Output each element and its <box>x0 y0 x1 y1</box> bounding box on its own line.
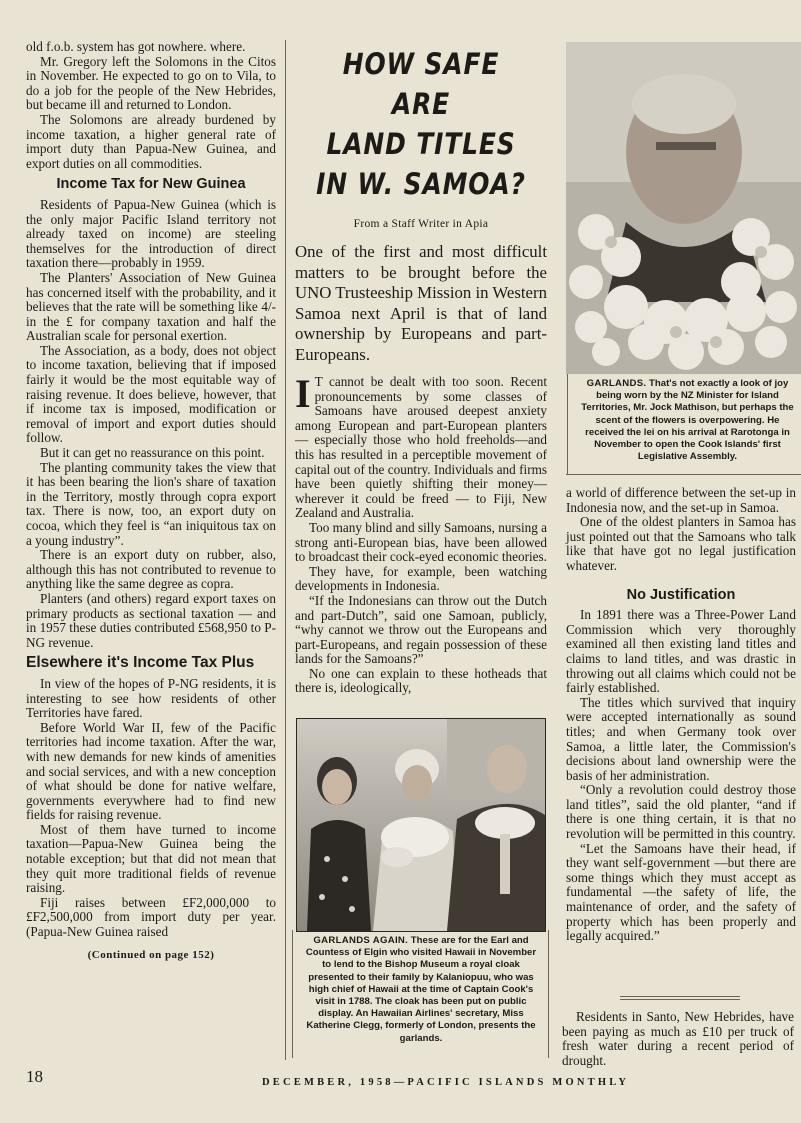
caption-lead: GARLANDS AGAIN. <box>313 935 409 946</box>
santo-note <box>562 1010 794 1068</box>
paragraph: The Association, as a body, does not object to income taxation, believing that if imposed fairly it would be the most equitable way of raising revenue. It does believe, however, that if income tax is imposed, modification or removal of import and export duties should follow. <box>26 342 276 446</box>
paragraph: Too many blind and silly Samoans, nursing a strong anti-European bias, have been allowed to broadcast their cock-eyed economic theories. <box>295 519 547 565</box>
paragraph: One of the oldest planters in Samoa has just pointed out that the Samoans who talk like that have got no legal justification whatever. <box>566 514 796 573</box>
running-title: DECEMBER, 1958—PACIFIC ISLANDS MONTHLY <box>262 1077 630 1088</box>
paragraph: The titles which survived that inquiry were accepted internationally as sound titles; and when Germany took over Samoa, a little later, the Commission's decisions about land ownership were the basis of her administration. <box>566 694 796 783</box>
paragraph: “Only a revolution could destroy those land titles”, said the old planter, “and if there is one thing certain, it is that no revolution will be permitted in this country. <box>566 782 796 842</box>
paragraph: There is an export duty on rubber, also, although this has not contributed to revenue to anything like the same degree as copra. <box>26 547 276 592</box>
left-column <box>26 40 276 962</box>
paragraph: Planters (and others) regard export taxes on primary products as sectional taxation — and in 1957 these duties contributed £568,950 to P-NG revenue. <box>26 590 276 650</box>
section-rule <box>620 996 740 997</box>
paragraph: No one can explain to these hotheads that there is, ideologically, <box>295 665 547 696</box>
paragraph: “If the Indonesians can throw out the Dutch and part-Dutch”, said one Samoan, publicly, “why cannot we throw out the Europeans and part-Europeans, and regain possession of these lands for the Samoans?” <box>295 592 547 667</box>
paragraph: Mr. Gregory left the Solomons in the Citos in November. He expected to go on to Vila, to do a job for the people of the New Hebrides, but became ill and returned to London. <box>26 53 276 113</box>
lead-paragraph: One of the first and most difficult matters to be brought before the UNO Trusteeship Mission in Western Samoa next April is that of land ownership by Europeans and part-Europeans. <box>295 242 547 364</box>
paragraph: The Planters' Association of New Guinea has concerned itself with the probability, and it believes that the rate will be something like 4/- in the £ for company taxation and half the Australian scale for personal exertion. <box>26 269 276 344</box>
paragraph: Residents of Papua-New Guinea (which is the only major Pacific Island territory not already taxed on income) are steeling themselves for the introduction of direct taxation there—probably in 1959. <box>26 196 276 271</box>
paragraph: Residents in Santo, New Hebrides, have been paying as much as £10 per truck of fresh water during a recent period of drought. <box>562 1009 794 1068</box>
caption-text: These are for the Earl and Countess of Elgin who visited Hawaii in November to lend to the Bishop Museum a royal cloak presented to their family by Kalaniopuu, who was high chief of Hawaii at the time of Captain Cook's visit in 1788. The cloak has been put on public display. An Hawaiian Airlines' secretary, Miss Katherine Clegg, formerly of London, presents the garlands. <box>305 935 537 1044</box>
paragraph: They have, for example, been watching developments in Indonesia. <box>295 563 547 594</box>
drop-cap: I <box>295 371 311 416</box>
paragraph: In view of the hopes of P-NG residents, it is interesting to see how residents of other Territories have fared. <box>26 675 276 721</box>
subhead-income-tax: Income Tax for New Guinea <box>56 176 246 193</box>
subhead-elsewhere: Elsewhere it's Income Tax Plus <box>26 654 255 672</box>
headline <box>295 44 547 204</box>
byline: From a Staff Writer in Apia <box>353 218 489 230</box>
headline-line: IN W. SAMOA? <box>316 167 526 201</box>
column-rule <box>285 40 286 1060</box>
paragraph: The planting community takes the view that it has been bearing the lion's share of taxation in the Territory, mostly through copra export tax. There is now, too, an export duty on cocoa, which they feel is “an iniquitous tax on a young industry”. <box>26 459 276 548</box>
paragraph: a world of difference between the set-up in Indonesia now, and the set-up in Samoa. <box>566 485 796 515</box>
page-number: 18 <box>26 1067 43 1086</box>
continued-note: (Continued on page 152) <box>87 948 215 961</box>
photo-image <box>297 719 545 931</box>
caption-rule <box>566 474 801 475</box>
page-footer <box>0 1067 801 1097</box>
paragraph: But it can get no reassurance on this point. <box>40 445 265 461</box>
photo-jock-mathison <box>566 42 801 374</box>
middle-column <box>295 44 547 696</box>
paragraph: In 1891 there was a Three-Power Land Commission which very thoroughly examined all then existing land titles and claims to land titles, and was drastic in throwing out all claims which could not be fairly established. <box>566 607 796 696</box>
caption-rule <box>548 930 549 1058</box>
paragraph: Fiji raises between £F2,000,000 to £F2,500,000 from import duty per year. (Papua-New Guinea raised <box>26 894 276 940</box>
caption-rule <box>292 930 293 1058</box>
paragraph: The Solomons are already burdened by income taxation, a higher general rate of import duty than Papua-New Guinea, and export duties on all commodities. <box>26 111 276 171</box>
section-rule <box>620 999 740 1000</box>
photo-image <box>566 42 801 374</box>
caption-garlands-again <box>303 935 539 1045</box>
paragraph: old f.o.b. system has got nowhere. where. <box>26 39 246 54</box>
headline-line: HOW SAFE ARE <box>342 47 500 121</box>
photo-garlands-again <box>296 718 546 932</box>
paragraph: Most of them have turned to income taxation—Papua-New Guinea being the notable exception; but that did not mean that they quit more traditional fields of revenue raising. <box>26 821 276 896</box>
caption-text: That's not exactly a look of joy being worn by the NZ Minister for Island Territories, Mr. Jock Mathison, but perhaps the scent of the flowers is overpowering. He received the lei on his arrival at Rarotonga in November to open the Cook Islands' first Legislative Assembly. <box>581 378 794 463</box>
paragraph: Before World War II, few of the Pacific territories had income taxation. After the war, with new demands for new kinds of amenities and social services, and with a new conception of what should be done for native welfare, governments everywhere had to find new fields for raising revenue. <box>26 719 276 823</box>
subhead-no-justification: No Justification <box>626 586 736 603</box>
paragraph: T cannot be dealt with too soon. Recent pronouncements by some classes of Samoans have aroused deepest anxiety among European and part-European planters — especially those who hold freeholds—and this has resulted in a perceptible movement of capital out of the country. Individuals and firms have been quietly shifting their money—wherever it could be freed — to Fiji, New Zealand and Australia. <box>295 374 547 521</box>
right-column <box>566 486 796 944</box>
caption-lead: GARLANDS. <box>586 378 647 389</box>
caption-rule <box>567 374 568 474</box>
headline-line: LAND TITLES <box>326 127 516 161</box>
paragraph: “Let the Samoans have their head, if they want self-government —but there are some things which they must accept as fundamental —the safety of life, the maintenance of order, and the safety of property which has been properly and legally acquired.” <box>566 840 796 944</box>
caption-garlands <box>580 378 795 463</box>
